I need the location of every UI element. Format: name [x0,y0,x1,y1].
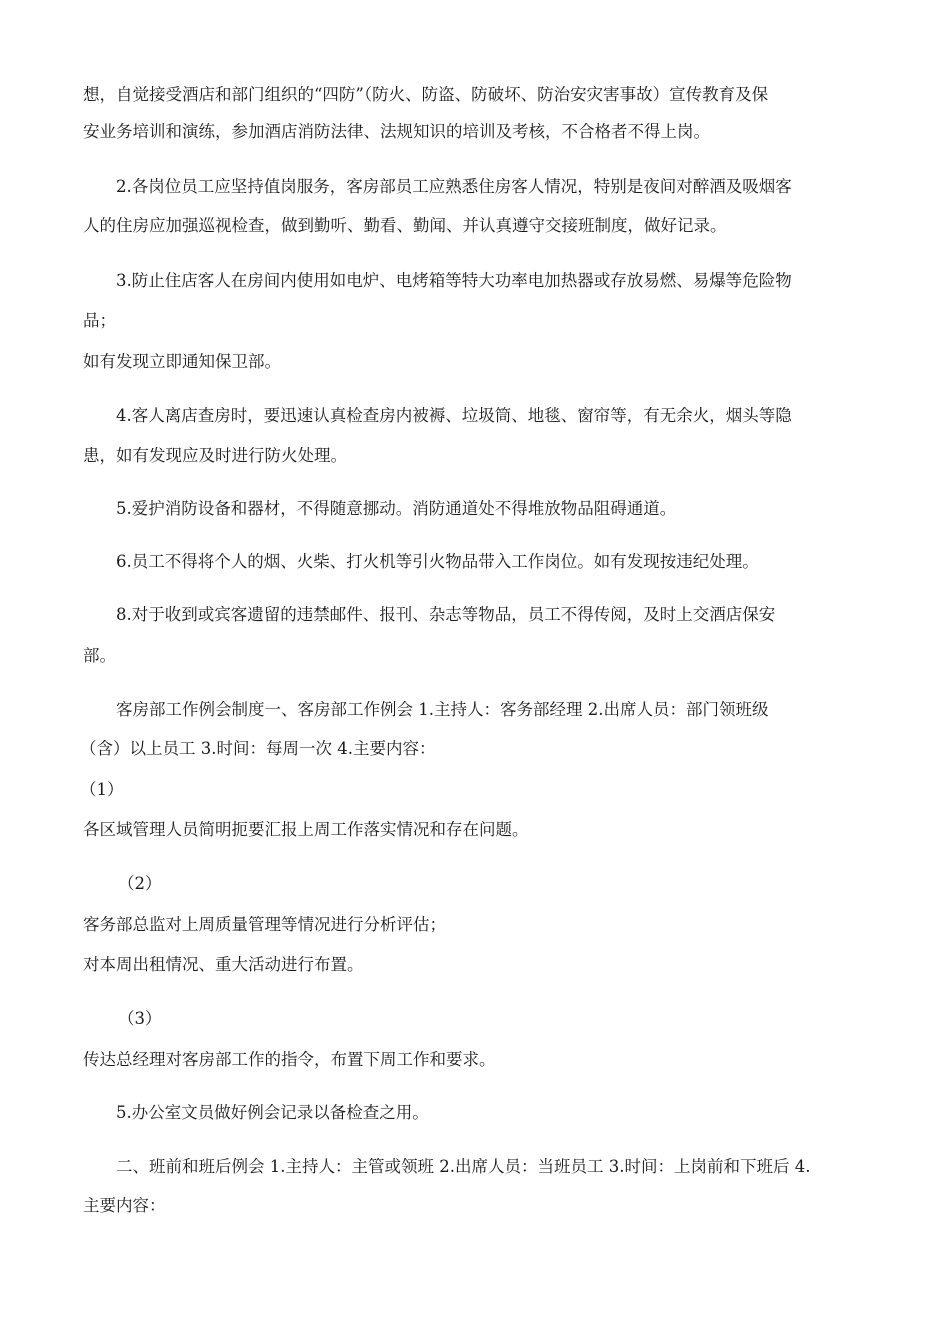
text-line: 5.爱护消防设备和器材，不得随意挪动。消防通道处不得堆放物品阻碍通道。 [116,499,677,518]
text-line: 2.各岗位员工应坚持值岗服务，客房部员工应熟悉住房客人情况，特别是夜间对醉酒及吸烟客 [116,177,792,196]
text-line: 5.办公室文员做好例会记录以备检查之用。 [116,1103,429,1122]
text-line: 安业务培训和演练，参加酒店消防法律、法规知识的培训及考核，不合格者不得上岗。 [83,122,710,141]
text-line: 客房部工作例会制度一、客房部工作例会 1.主持人：客务部经理 2.出席人员：部门领班级 [116,700,769,719]
text-line: 4.客人离店查房时，要迅速认真检查房内被褥、垃圾筒、地毯、窗帘等，有无余火，烟头等隐 [116,406,792,425]
text-line: 6.员工不得将个人的烟、火柴、打火机等引火物品带入工作岗位。如有发现按违纪处理。 [116,552,759,571]
text-line: 患，如有发现应及时进行防火处理。 [83,446,347,465]
text-line: （1） [80,780,124,799]
text-line: 传达总经理对客房部工作的指令，布置下周工作和要求。 [83,1050,496,1069]
text-line: 主要内容： [83,1196,166,1215]
text-line: 部。 [83,646,116,665]
text-line: 对本周出租情况、重大活动进行布置。 [83,955,364,974]
text-line: 8.对于收到或宾客遗留的违禁邮件、报刊、杂志等物品，员工不得传阅，及时上交酒店保安 [116,605,776,624]
text-line: 想，自觉接受酒店和部门组织的“四防”（防火、防盗、防破坏、防治安灾害事故）宣传教育及保 [83,85,769,104]
text-line: （含）以上员工 3.时间：每周一次 4.主要内容： [80,739,436,758]
text-line: 品； [83,311,116,330]
text-line: 客务部总监对上周质量管理等情况进行分析评估； [83,915,446,934]
text-line: 3.防止住店客人在房间内使用如电炉、电烤箱等特大功率电加热器或存放易燃、易爆等危险物 [116,271,792,290]
text-line: （2） [118,874,162,893]
text-line: 各区域管理人员简明扼要汇报上周工作落实情况和存在问题。 [83,820,529,839]
text-line: （3） [118,1009,162,1028]
text-line: 人的住房应加强巡视检查，做到勤听、勤看、勤闻、并认真遵守交接班制度，做好记录。 [83,216,727,235]
text-line: 二、班前和班后例会 1.主持人：主管或领班 2.出席人员：当班员工 3.时间：上岗前和下班后 4. [116,1157,811,1176]
text-line: 如有发现立即通知保卫部。 [83,352,281,371]
